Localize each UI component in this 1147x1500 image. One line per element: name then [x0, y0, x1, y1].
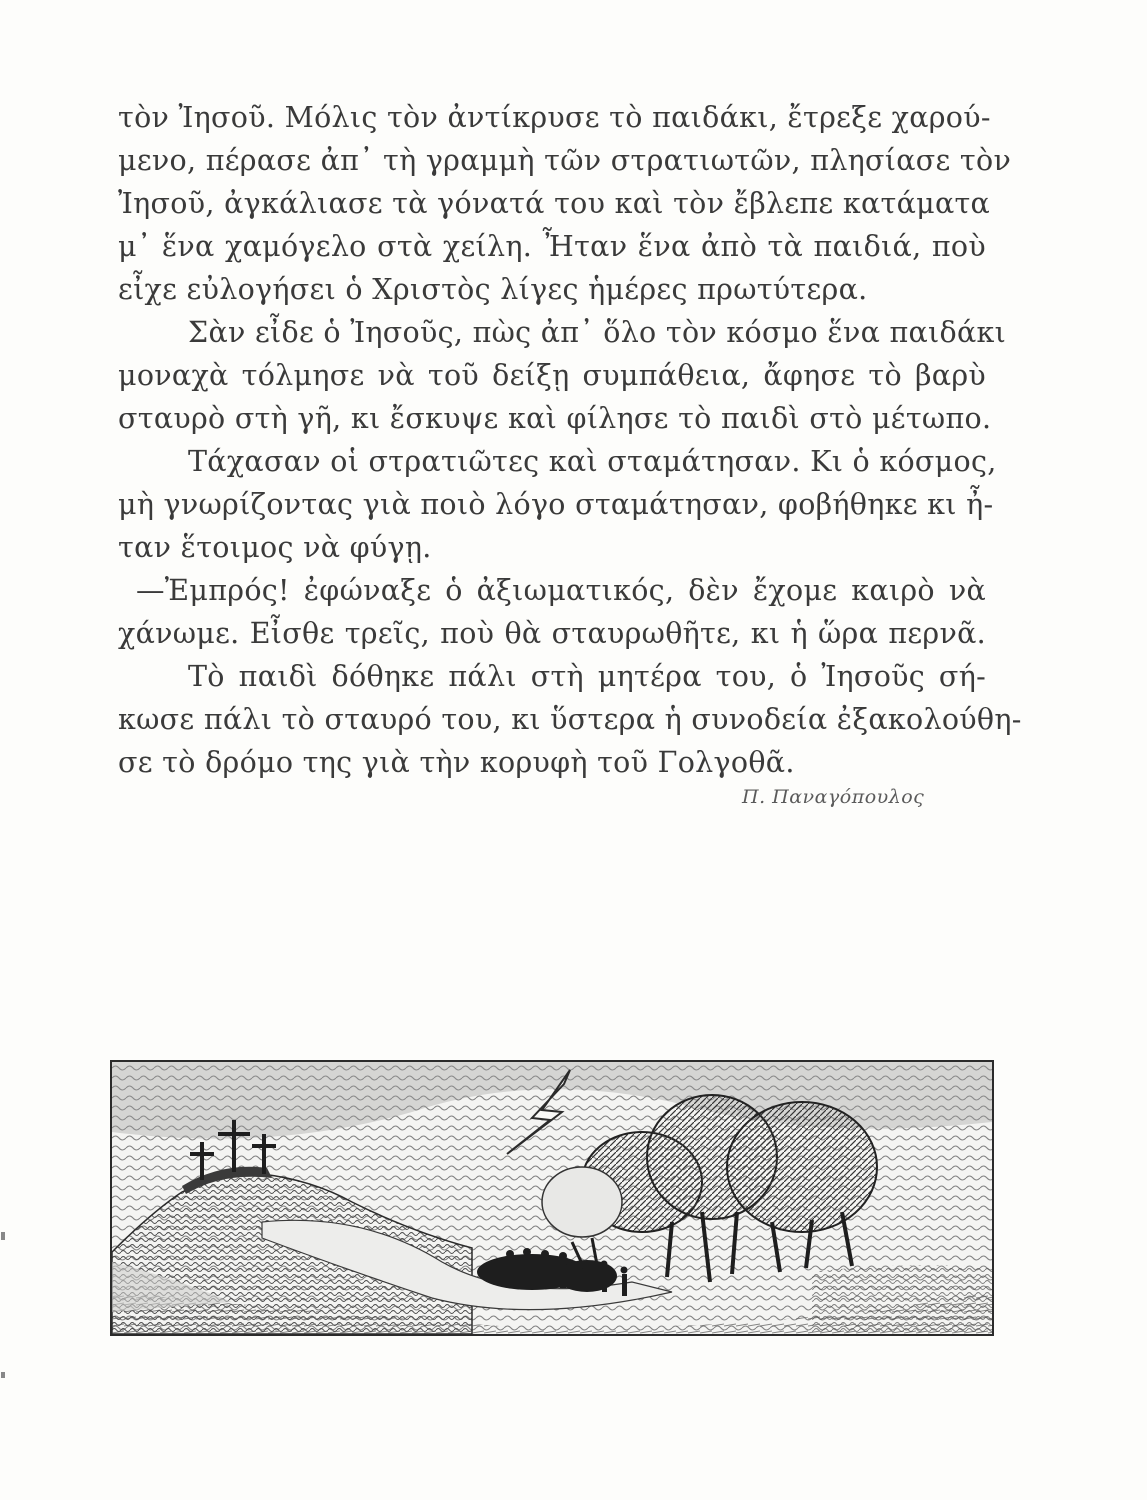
text-line: σταυρὸ στὴ γῆ, κι ἔσκυψε καὶ φίλησε τὸ παιδὶ στὸ μέτωπο. [118, 402, 992, 435]
text-line: τὸν Ἰησοῦ. Μόλις τὸν ἀντίκρυσε τὸ παιδάκι, ἔτρεξε χαρού- [118, 101, 991, 134]
text-line: μ᾿ ἕνα χαμόγελο στὰ χείλη. Ἦταν ἕνα ἀπὸ τὰ παιδιά, ποὺ [118, 230, 986, 263]
scan-mark [1, 1372, 5, 1378]
text-line: μὴ γνωρίζοντας γιὰ ποιὸ λόγο σταμάτησαν, φοβήθηκε κι ἦ- [118, 488, 994, 521]
text-line: μοναχὰ τόλμησε νὰ τοῦ δείξῃ συμπάθεια, ἄφησε τὸ βαρὺ [118, 359, 986, 392]
text-line: —Ἐμπρός! ἐφώναξε ὁ ἀξιωματικός, δὲν ἔχομε καιρὸ νὰ [136, 574, 986, 607]
text-line: χάνωμε. Εἶσθε τρεῖς, ποὺ θὰ σταυρωθῆτε, κι ἡ ὥρα περνᾶ. [118, 617, 986, 650]
author-signature: Π. Παναγόπουλος [742, 786, 925, 808]
text-line: Ἰησοῦ, ἀγκάλιασε τὰ γόνατά του καὶ τὸν ἔβλεπε κατάματα [118, 187, 991, 220]
text-line: Τάχασαν οἱ στρατιῶτες καὶ σταμάτησαν. Κι ὁ κόσμος, [188, 445, 997, 478]
text-line: ταν ἕτοιμος νὰ φύγῃ. [118, 531, 432, 564]
text-line: Τὸ παιδὶ δόθηκε πάλι στὴ μητέρα του, ὁ Ἰησοῦς σή- [188, 660, 986, 693]
text-line: εἶχε εὐλογήσει ὁ Χριστὸς λίγες ἡμέρες πρωτύτερα. [118, 273, 868, 306]
scan-mark [1, 1232, 5, 1240]
text-line: σε τὸ δρόμο της γιὰ τὴν κορυφὴ τοῦ Γολγοθᾶ. [118, 746, 795, 779]
woodcut-illustration [110, 1060, 994, 1336]
text-line: κωσε πάλι τὸ σταυρό του, κι ὕστερα ἡ συνοδεία ἐξακολούθη- [118, 703, 1022, 736]
text-line: Σὰν εἶδε ὁ Ἰησοῦς, πὼς ἀπ᾿ ὅλο τὸν κόσμο ἕνα παιδάκι [188, 316, 1007, 349]
text-line: μενο, πέρασε ἀπ᾿ τὴ γραμμὴ τῶν στρατιωτῶν, πλησίασε τὸν [118, 144, 1012, 177]
story-text [118, 96, 1022, 784]
golgotha-scene-image [112, 1062, 992, 1334]
